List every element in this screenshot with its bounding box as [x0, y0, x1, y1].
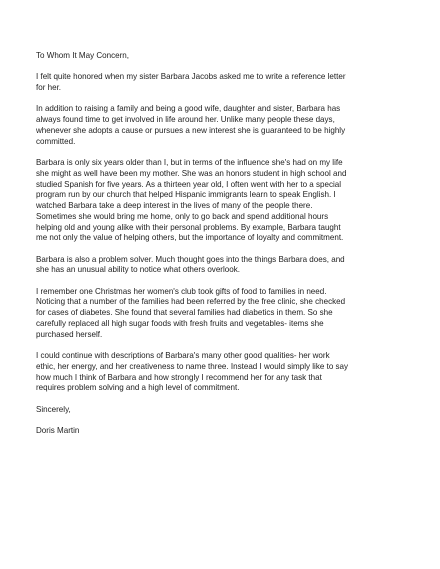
signature — [36, 426, 408, 437]
text-line: Barbara is only six years older than I, but in terms of the influence she's had on my life — [36, 158, 343, 168]
text-line: requires problem solving and a high level of commitment. — [36, 383, 240, 393]
text-line: I could continue with descriptions of Barbara's many other good qualities- her work — [36, 351, 330, 361]
closing — [36, 405, 408, 416]
text-line: Sometimes she would bring me home, only to go back and spend additional hours — [36, 211, 329, 221]
text-line: program run by our church that helped Hispanic immigrants learn to speak English. I — [36, 190, 336, 200]
text-line: I remember one Christmas her women's club took gifts of food to families in need. — [36, 286, 327, 296]
text-line: In addition to raising a family and being a good wife, daughter and sister, Barbara has — [36, 104, 341, 114]
text-line: Noticing that a number of the families had been referred by the free clinic, she checked — [36, 297, 346, 307]
text-line: how much I think of Barbara and how strongly I recommend her for any task that — [36, 372, 322, 382]
text-line: helping old and young alike with their personal problems. By example, Barbara taught — [36, 222, 341, 232]
paragraph-4 — [36, 255, 408, 277]
text-line: whenever she adopts a cause or pursues a new interest she is guaranteed to be highly — [36, 125, 346, 135]
text-line: she has an unusual ability to notice what others overlook. — [36, 265, 240, 275]
text-line: always found time to get involved in life around her. Unlike many people these days, — [36, 115, 335, 125]
signature-name: Doris Martin — [36, 426, 80, 435]
text-line: she might as well have been my mother. She was an honors student in high school and — [36, 168, 347, 178]
reference-letter — [36, 51, 408, 447]
text-line: me not only the value of helping others, but the importance of loyalty and commitment. — [36, 233, 344, 243]
text-line: studied Spanish for five years. As a thirteen year old, I often went with her to a special — [36, 179, 342, 189]
text-line: committed. — [36, 136, 76, 146]
paragraph-2 — [36, 104, 408, 147]
closing-text: Sincerely, — [36, 404, 71, 414]
text-line: for cases of diabetes. She found that several families had diabetics in them. So she — [36, 308, 333, 318]
paragraph-6 — [36, 351, 408, 394]
text-line: purchased herself. — [36, 329, 103, 339]
text-line: watched Barbara take a deep interest in the lives of many of the people there. — [36, 201, 313, 211]
text-line: I felt quite honored when my sister Barbara Jacobs asked me to write a reference letter — [36, 72, 346, 82]
paragraph-5 — [36, 287, 408, 341]
text-line: for her. — [36, 83, 62, 93]
text-line: carefully replaced all high sugar foods with fresh fruits and vegetables- items she — [36, 318, 324, 328]
text-line: Barbara is also a problem solver. Much thought goes into the things Barbara does, and — [36, 254, 345, 264]
paragraph-3 — [36, 158, 408, 244]
text-line: ethic, her energy, and her creativeness to name three. Instead I would simply like to say — [36, 361, 349, 371]
salutation-text: To Whom It May Concern, — [36, 51, 130, 60]
paragraph-1 — [36, 72, 408, 94]
salutation — [36, 51, 408, 62]
